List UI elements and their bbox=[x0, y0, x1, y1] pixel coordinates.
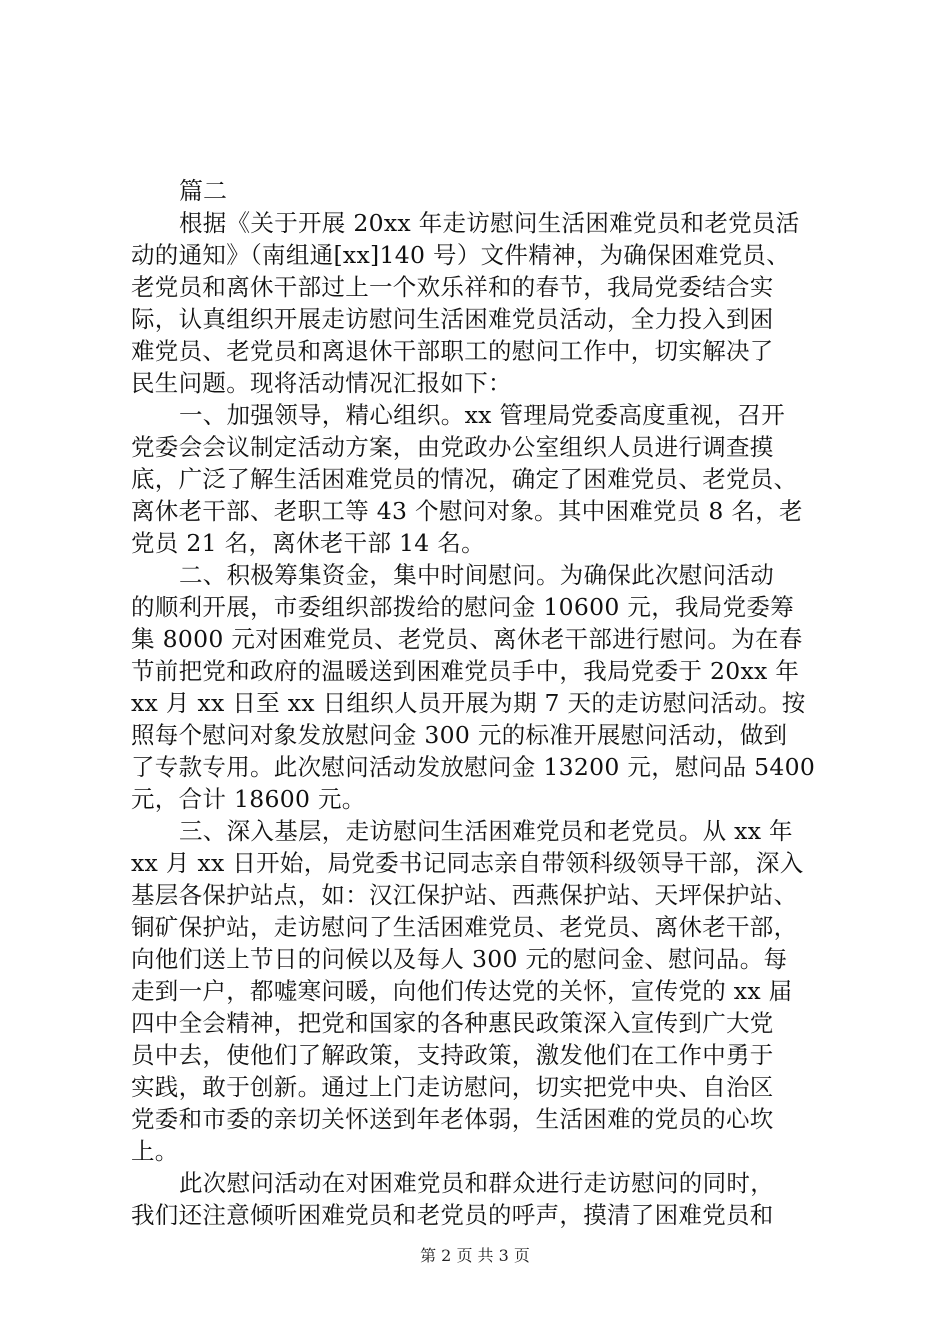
text-line: 党委会会议制定活动方案，由党政办公室组织人员进行调查摸 bbox=[131, 433, 774, 461]
text-line: 照每个慰问对象发放慰问金 300 元的标准开展慰问活动，做到 bbox=[131, 721, 788, 749]
text-line: 走到一户，都嘘寒问暖，向他们传达党的关怀，宣传党的 xx 届 bbox=[131, 977, 793, 1005]
section-heading: 篇二 bbox=[179, 177, 227, 205]
text-line: 基层各保护站点，如：汉江保护站、西燕保护站、天坪保护站、 bbox=[131, 881, 798, 909]
text-line: 三、深入基层，走访慰问生活困难党员和老党员。从 xx 年 bbox=[179, 817, 793, 845]
text-line: 元，合计 18600 元。 bbox=[131, 785, 366, 813]
text-line: 了专款专用。此次慰问活动发放慰问金 13200 元，慰问品 5400 bbox=[131, 753, 816, 781]
text-line: 节前把党和政府的温暖送到困难党员手中，我局党委于 20xx 年 bbox=[131, 657, 800, 685]
text-line: 我们还注意倾听困难党员和老党员的呼声，摸清了困难党员和 bbox=[131, 1201, 774, 1229]
text-line: 老党员和离休干部过上一个欢乐祥和的春节，我局党委结合实 bbox=[131, 273, 774, 301]
text-line: 际，认真组织开展走访慰问生活困难党员活动，全力投入到困 bbox=[131, 305, 774, 333]
text-line: xx 月 xx 日至 xx 日组织人员开展为期 7 天的走访慰问活动。按 bbox=[131, 689, 806, 717]
text-line: 此次慰问活动在对困难党员和群众进行走访慰问的同时， bbox=[179, 1169, 774, 1197]
text-line: 一、加强领导，精心组织。xx 管理局党委高度重视，召开 bbox=[179, 401, 786, 429]
text-line: 动的通知》（南组通[xx]140 号）文件精神，为确保困难党员、 bbox=[131, 241, 791, 269]
text-line: 二、积极筹集资金，集中时间慰问。为确保此次慰问活动 bbox=[179, 561, 774, 589]
text-line: 实践，敢于创新。通过上门走访慰问，切实把党中央、自治区 bbox=[131, 1073, 774, 1101]
text-line: xx 月 xx 日开始，局党委书记同志亲自带领科级领导干部，深入 bbox=[131, 849, 804, 877]
text-line: 铜矿保护站，走访慰问了生活困难党员、老党员、离休老干部， bbox=[131, 913, 798, 941]
document-body bbox=[131, 175, 831, 1231]
text-line: 根据《关于开展 20xx 年走访慰问生活困难党员和老党员活 bbox=[179, 209, 800, 237]
page-footer: 第 2 页 共 3 页 bbox=[420, 1246, 530, 1265]
text-line: 集 8000 元对困难党员、老党员、离休老干部进行慰问。为在春 bbox=[131, 625, 803, 653]
text-line: 员中去，使他们了解政策，支持政策，激发他们在工作中勇于 bbox=[131, 1041, 774, 1069]
text-line: 的顺利开展，市委组织部拨给的慰问金 10600 元，我局党委筹 bbox=[131, 593, 794, 621]
text-line: 上。 bbox=[131, 1137, 179, 1165]
text-line: 难党员、老党员和离退休干部职工的慰问工作中，切实解决了 bbox=[131, 337, 774, 365]
paragraph-lines bbox=[131, 207, 831, 1231]
text-line: 党委和市委的亲切关怀送到年老体弱，生活困难的党员的心坎 bbox=[131, 1105, 774, 1133]
text-line: 离休老干部、老职工等 43 个慰问对象。其中困难党员 8 名，老 bbox=[131, 497, 803, 525]
text-line: 四中全会精神，把党和国家的各种惠民政策深入宣传到广大党 bbox=[131, 1009, 774, 1037]
text-line: 底，广泛了解生活困难党员的情况，确定了困难党员、老党员、 bbox=[131, 465, 798, 493]
text-line: 民生问题。现将活动情况汇报如下： bbox=[131, 369, 512, 397]
text-line: 向他们送上节日的问候以及每人 300 元的慰问金、慰问品。每 bbox=[131, 945, 788, 973]
text-line: 党员 21 名，离休老干部 14 名。 bbox=[131, 529, 485, 557]
